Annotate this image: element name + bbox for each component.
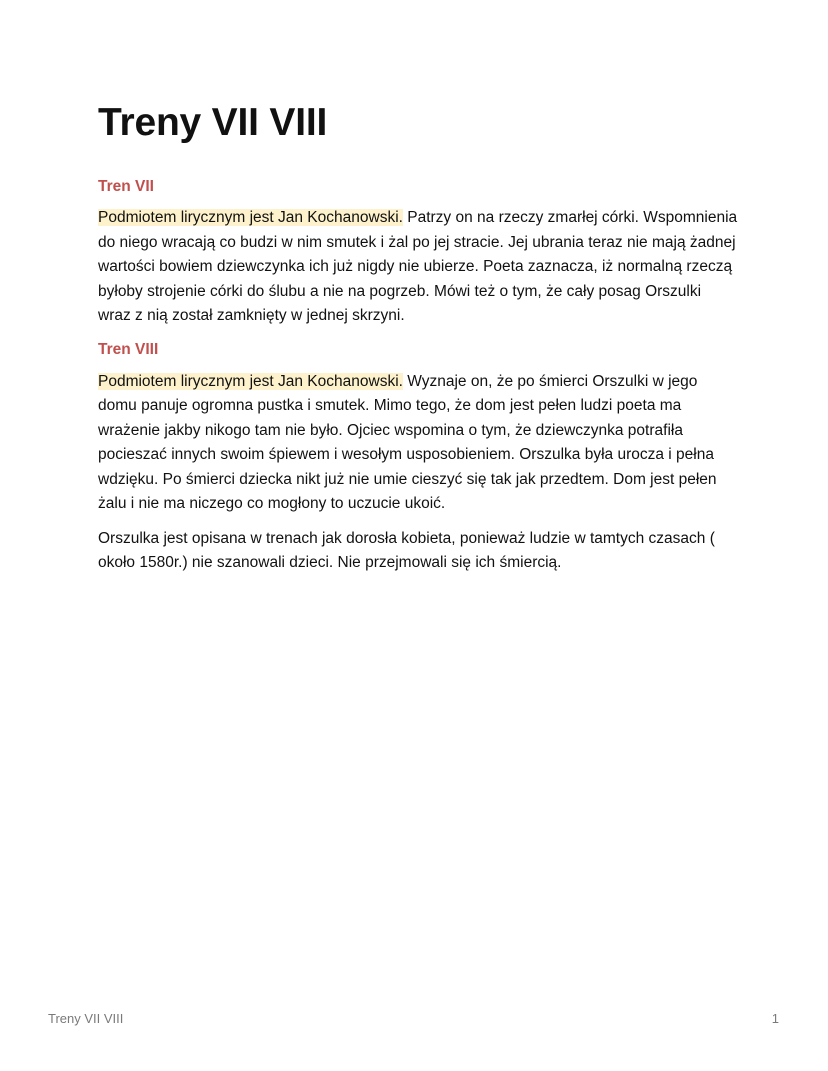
paragraph-orszulka: Orszulka jest opisana w trenach jak dorosła kobieta, ponieważ ludzie w tamtych czasach ( około 1580r.) nie szanowali dzieci. Nie przejmowali się ich śmiercią. bbox=[98, 529, 715, 571]
section-heading-tren-viii: Tren VIII bbox=[98, 340, 159, 358]
footer-page-number: 1 bbox=[771, 1011, 779, 1026]
paragraph-text: Patrzy on na rzeczy zmarłej córki. Wspomnienia do niego wracają co budzi w nim smutek i żal po jej stracie. Jej ubrania teraz nie mają żadnej wartości bowiem dziewczynka ich już nigdy nie ubierze. Poeta zaznacza, iż normalną rzeczą byłoby strojenie córki do ślubu a nie na pogrzeb. Mówi też o tym, że cały posag Orszulki wraz z nią został zamknięty w jednej skrzyni. bbox=[98, 209, 738, 324]
highlighted-text: Podmiotem lirycznym jest Jan Kochanowski. bbox=[98, 372, 403, 390]
paragraph-tren-viii bbox=[98, 370, 738, 517]
paragraph-tren-vii bbox=[98, 206, 738, 329]
page-content bbox=[98, 98, 738, 576]
document-title: Treny VII VIII bbox=[98, 101, 328, 144]
paragraph-text: Wyznaje on, że po śmierci Orszulki w jego domu panuje ogromna pustka i smutek. Mimo tego, że dom jest pełen ludzi poeta ma wrażenie jakby nikogo tam nie było. Ojciec wspomina o tym, że dziewczynka potrafiła pocieszać innych swoim śpiewem i wesołym usposobieniem. Orszulka była urocza i pełna wdzięku. Po śmierci dziecka nikt już nie umie cieszyć się tak jak przedtem. Dom jest pełen żalu i nie ma niczego co mogłony to uczucie ukoić. bbox=[98, 372, 717, 512]
footer-title: Treny VII VIII bbox=[48, 1011, 124, 1026]
highlighted-text: Podmiotem lirycznym jest Jan Kochanowski. bbox=[98, 209, 403, 226]
section-heading-tren-vii: Tren VII bbox=[98, 178, 154, 195]
